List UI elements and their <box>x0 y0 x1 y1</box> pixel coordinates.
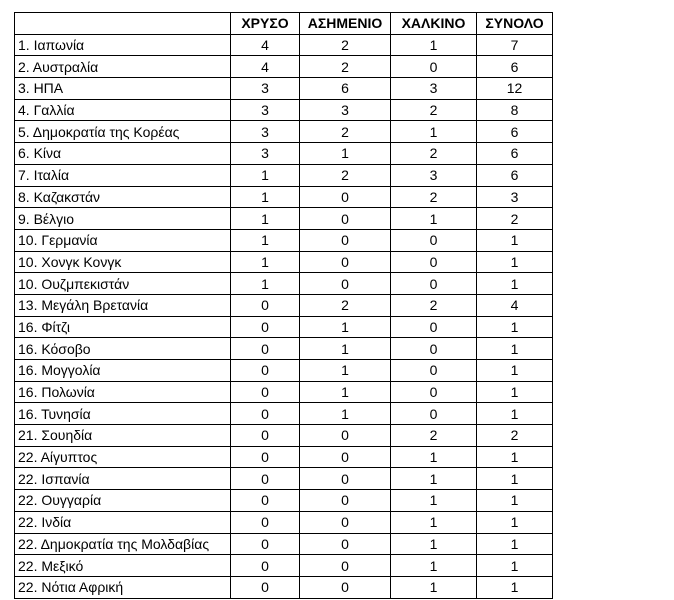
country-cell: 6. Κίνα <box>15 143 231 165</box>
silver-cell: 0 <box>300 425 391 447</box>
table-row <box>15 121 553 143</box>
country-cell: 9. Βέλγιο <box>15 208 231 230</box>
gold-cell: 0 <box>231 490 300 512</box>
country-cell: 2. Αυστραλία <box>15 56 231 78</box>
bronze-cell: 0 <box>391 338 477 360</box>
table-row <box>15 34 553 56</box>
silver-cell: 1 <box>300 143 391 165</box>
gold-cell: 0 <box>231 316 300 338</box>
bronze-cell: 0 <box>391 229 477 251</box>
silver-cell: 3 <box>300 99 391 121</box>
country-cell: 5. Δημοκρατία της Κορέας <box>15 121 231 143</box>
bronze-cell: 3 <box>391 164 477 186</box>
country-cell: 22. Ουγγαρία <box>15 490 231 512</box>
gold-cell: 1 <box>231 164 300 186</box>
silver-cell: 6 <box>300 78 391 100</box>
total-cell: 6 <box>477 164 553 186</box>
silver-cell: 2 <box>300 121 391 143</box>
total-cell: 1 <box>477 555 553 577</box>
table-header <box>15 13 553 35</box>
table-row <box>15 576 553 598</box>
gold-cell: 1 <box>231 273 300 295</box>
gold-cell: 3 <box>231 121 300 143</box>
table-row <box>15 360 553 382</box>
gold-cell: 0 <box>231 555 300 577</box>
silver-cell: 0 <box>300 576 391 598</box>
table-row <box>15 208 553 230</box>
total-cell: 8 <box>477 99 553 121</box>
total-cell: 1 <box>477 468 553 490</box>
table-row <box>15 164 553 186</box>
silver-cell: 1 <box>300 338 391 360</box>
total-cell: 1 <box>477 511 553 533</box>
gold-cell: 1 <box>231 186 300 208</box>
silver-cell: 1 <box>300 403 391 425</box>
table-row <box>15 294 553 316</box>
bronze-cell: 0 <box>391 251 477 273</box>
country-cell: 22. Νότια Αφρική <box>15 576 231 598</box>
header-country <box>15 13 231 35</box>
silver-cell: 0 <box>300 208 391 230</box>
country-cell: 16. Κόσοβο <box>15 338 231 360</box>
total-cell: 1 <box>477 360 553 382</box>
silver-cell: 0 <box>300 490 391 512</box>
country-cell: 22. Αίγυπτος <box>15 446 231 468</box>
silver-cell: 0 <box>300 251 391 273</box>
bronze-cell: 2 <box>391 99 477 121</box>
table-row <box>15 403 553 425</box>
total-cell: 6 <box>477 121 553 143</box>
silver-cell: 0 <box>300 511 391 533</box>
gold-cell: 0 <box>231 576 300 598</box>
table-row <box>15 273 553 295</box>
country-cell: 22. Δημοκρατία της Μολδαβίας <box>15 533 231 555</box>
gold-cell: 0 <box>231 294 300 316</box>
gold-cell: 0 <box>231 446 300 468</box>
header-silver: ΑΣΗΜΕΝΙΟ <box>300 13 391 35</box>
gold-cell: 3 <box>231 99 300 121</box>
gold-cell: 4 <box>231 34 300 56</box>
gold-cell: 3 <box>231 78 300 100</box>
silver-cell: 1 <box>300 316 391 338</box>
table-body <box>15 34 553 598</box>
total-cell: 1 <box>477 403 553 425</box>
table-row <box>15 229 553 251</box>
bronze-cell: 1 <box>391 555 477 577</box>
bronze-cell: 0 <box>391 56 477 78</box>
country-cell: 21. Σουηδία <box>15 425 231 447</box>
gold-cell: 0 <box>231 381 300 403</box>
country-cell: 7. Ιταλία <box>15 164 231 186</box>
total-cell: 1 <box>477 229 553 251</box>
table-row <box>15 316 553 338</box>
gold-cell: 1 <box>231 208 300 230</box>
silver-cell: 0 <box>300 468 391 490</box>
header-gold: ΧΡΥΣΟ <box>231 13 300 35</box>
country-cell: 4. Γαλλία <box>15 99 231 121</box>
total-cell: 1 <box>477 316 553 338</box>
total-cell: 1 <box>477 446 553 468</box>
country-cell: 8. Καζακστάν <box>15 186 231 208</box>
silver-cell: 0 <box>300 446 391 468</box>
country-cell: 16. Τυνησία <box>15 403 231 425</box>
gold-cell: 4 <box>231 56 300 78</box>
country-cell: 10. Χονγκ Κονγκ <box>15 251 231 273</box>
country-cell: 16. Πολωνία <box>15 381 231 403</box>
table-row <box>15 468 553 490</box>
gold-cell: 0 <box>231 338 300 360</box>
bronze-cell: 0 <box>391 316 477 338</box>
country-cell: 16. Μογγολία <box>15 360 231 382</box>
total-cell: 6 <box>477 56 553 78</box>
table-row <box>15 56 553 78</box>
header-bronze: ΧΑΛΚΙΝΟ <box>391 13 477 35</box>
bronze-cell: 0 <box>391 273 477 295</box>
table-row <box>15 186 553 208</box>
silver-cell: 2 <box>300 34 391 56</box>
gold-cell: 0 <box>231 425 300 447</box>
gold-cell: 0 <box>231 468 300 490</box>
table-row <box>15 99 553 121</box>
silver-cell: 2 <box>300 56 391 78</box>
bronze-cell: 1 <box>391 208 477 230</box>
bronze-cell: 1 <box>391 121 477 143</box>
bronze-cell: 1 <box>391 533 477 555</box>
bronze-cell: 1 <box>391 446 477 468</box>
total-cell: 1 <box>477 251 553 273</box>
gold-cell: 1 <box>231 229 300 251</box>
country-cell: 1. Ιαπωνία <box>15 34 231 56</box>
table-row <box>15 555 553 577</box>
silver-cell: 2 <box>300 294 391 316</box>
gold-cell: 3 <box>231 143 300 165</box>
header-total: ΣΥΝΟΛΟ <box>477 13 553 35</box>
total-cell: 7 <box>477 34 553 56</box>
country-cell: 22. Ινδία <box>15 511 231 533</box>
bronze-cell: 0 <box>391 360 477 382</box>
total-cell: 1 <box>477 576 553 598</box>
country-cell: 16. Φίτζι <box>15 316 231 338</box>
gold-cell: 0 <box>231 533 300 555</box>
country-cell: 22. Ισπανία <box>15 468 231 490</box>
country-cell: 10. Ουζμπεκιστάν <box>15 273 231 295</box>
total-cell: 1 <box>477 533 553 555</box>
total-cell: 2 <box>477 208 553 230</box>
total-cell: 1 <box>477 338 553 360</box>
table-row <box>15 446 553 468</box>
bronze-cell: 1 <box>391 34 477 56</box>
bronze-cell: 1 <box>391 468 477 490</box>
bronze-cell: 0 <box>391 403 477 425</box>
bronze-cell: 2 <box>391 186 477 208</box>
total-cell: 2 <box>477 425 553 447</box>
table-row <box>15 381 553 403</box>
header-row <box>15 13 553 35</box>
bronze-cell: 2 <box>391 425 477 447</box>
bronze-cell: 1 <box>391 490 477 512</box>
table-row <box>15 251 553 273</box>
gold-cell: 0 <box>231 403 300 425</box>
silver-cell: 0 <box>300 229 391 251</box>
country-cell: 13. Μεγάλη Βρετανία <box>15 294 231 316</box>
total-cell: 1 <box>477 273 553 295</box>
silver-cell: 0 <box>300 273 391 295</box>
bronze-cell: 1 <box>391 511 477 533</box>
silver-cell: 0 <box>300 186 391 208</box>
bronze-cell: 0 <box>391 381 477 403</box>
country-cell: 3. ΗΠΑ <box>15 78 231 100</box>
total-cell: 3 <box>477 186 553 208</box>
medal-table <box>14 12 553 599</box>
total-cell: 1 <box>477 381 553 403</box>
silver-cell: 1 <box>300 381 391 403</box>
silver-cell: 1 <box>300 360 391 382</box>
silver-cell: 0 <box>300 555 391 577</box>
gold-cell: 0 <box>231 360 300 382</box>
gold-cell: 1 <box>231 251 300 273</box>
bronze-cell: 2 <box>391 294 477 316</box>
table-row <box>15 425 553 447</box>
bronze-cell: 1 <box>391 576 477 598</box>
table-row <box>15 511 553 533</box>
total-cell: 4 <box>477 294 553 316</box>
bronze-cell: 2 <box>391 143 477 165</box>
total-cell: 1 <box>477 490 553 512</box>
total-cell: 12 <box>477 78 553 100</box>
table-row <box>15 338 553 360</box>
table-row <box>15 490 553 512</box>
gold-cell: 0 <box>231 511 300 533</box>
table-row <box>15 78 553 100</box>
table-row <box>15 533 553 555</box>
total-cell: 6 <box>477 143 553 165</box>
country-cell: 22. Μεξικό <box>15 555 231 577</box>
silver-cell: 2 <box>300 164 391 186</box>
bronze-cell: 3 <box>391 78 477 100</box>
silver-cell: 0 <box>300 533 391 555</box>
table-row <box>15 143 553 165</box>
country-cell: 10. Γερμανία <box>15 229 231 251</box>
